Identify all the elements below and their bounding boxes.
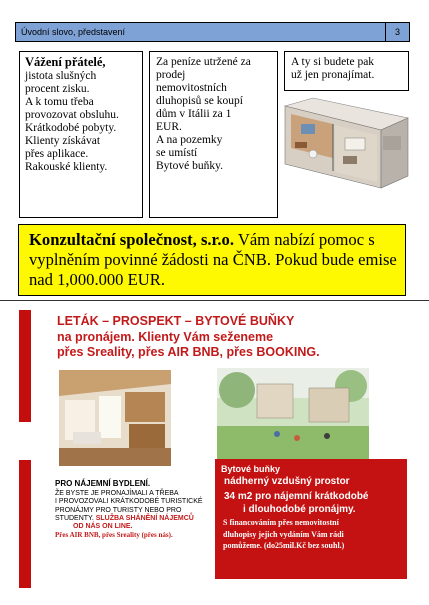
intro-line: Rakouské klienty.	[25, 161, 108, 173]
purchase-line: Bytové buňky.	[156, 160, 223, 172]
purchase-line: nemovitostních	[156, 82, 227, 94]
rental-line: I PROVOZOVALI KRÁTKODOBÉ TURISTICKÉ	[55, 498, 203, 506]
intro-line: A k tomu třeba	[25, 96, 94, 108]
flyer-title-line: LETÁK – PROSPEKT – BYTOVÉ BUŇKY	[57, 314, 295, 328]
service-note: SLUŽBA SHÁNĚNÍ NÁJEMCŮ	[93, 514, 194, 522]
flyer-title-line: přes Sreality, přes AIR BNB, přes BOOKING.	[57, 345, 320, 359]
flyer-title	[57, 314, 320, 361]
offer-panel	[215, 459, 407, 579]
flyer-title-line: na pronájem. Klienty Vám seženeme	[57, 329, 274, 344]
purchase-line: Za peníze utržené za	[156, 56, 251, 68]
offer-size: 34 m2 pro nájemní krátkodobé	[224, 491, 369, 502]
banner-text: Vám nabízí pomoc s vyplněním povinné žádosti na ČNB. Pokud bude emise nad 1,000.000 EUR.	[29, 230, 397, 289]
rental-line: PRONÁJMY PRO TURISTY NEBO PRO	[55, 506, 182, 514]
section-header	[15, 22, 410, 42]
offer-finance-line: pomůžeme. (do25mil.Kč bez souhl.)	[223, 541, 345, 550]
offer-finance-line: dluhopisy jejich vydáním Vám rádi	[223, 529, 344, 539]
service-note-online: OD NÁS ON LINE.	[73, 523, 133, 531]
rental-line: STUDENTY.	[55, 514, 94, 522]
rental-info	[55, 480, 225, 539]
intro-line: Klienty získávat	[25, 135, 101, 147]
section-title: Úvodní slovo, představení	[21, 27, 126, 37]
purchase-line: prodej	[156, 69, 186, 81]
offer-finance-line: S financováním přes nemovitostní	[223, 518, 339, 527]
rent-box	[284, 51, 409, 91]
booking-channels: Přes AIR BNB, přes Sreality (přes nás).	[55, 531, 173, 540]
purchase-line: dům v Itálii za 1	[156, 108, 232, 120]
intro-line: přes aplikace.	[25, 148, 89, 160]
garden-photo	[217, 368, 369, 462]
consulting-banner	[18, 224, 406, 296]
purchase-box	[149, 51, 278, 218]
company-name: Konzultační společnost, s.r.o.	[29, 230, 234, 249]
purchase-line: dluhopisů se koupí	[156, 95, 243, 107]
flyer	[19, 310, 408, 588]
intro-line: Krátkodobé pobyty.	[25, 122, 117, 134]
purchase-line: A na pozemky	[156, 134, 223, 146]
divider	[0, 300, 429, 301]
interior-photo	[59, 370, 171, 466]
intro-line: provozovat obsluhu.	[25, 109, 119, 121]
offer-heading: Bytové buňky	[221, 464, 281, 474]
intro-line: procent zisku.	[25, 83, 90, 95]
offer-rent-type: i dlouhodobé pronájmy.	[243, 503, 356, 515]
rental-line: ŽE BYSTE JE PRONAJÍMALI A TŘEBA	[55, 490, 179, 498]
rental-heading: PRO NÁJEMNÍ BYDLENÍ.	[55, 479, 151, 488]
offer-subheading: nádherný vzdušný prostor	[224, 476, 350, 487]
rent-line: A ty si budete pak	[291, 56, 375, 68]
greeting: Vážení přátelé,	[25, 55, 106, 69]
intro-box	[19, 51, 143, 218]
purchase-line: EUR.	[156, 121, 182, 133]
flyer-side-bar	[19, 460, 31, 588]
page-number: 3	[385, 23, 409, 41]
purchase-line: se umístí	[156, 147, 198, 159]
rent-line: už jen pronajímat.	[291, 69, 375, 81]
floor-plan-image	[283, 96, 410, 190]
intro-line: jistota slušných	[25, 70, 97, 82]
flyer-side-bar	[19, 310, 31, 422]
